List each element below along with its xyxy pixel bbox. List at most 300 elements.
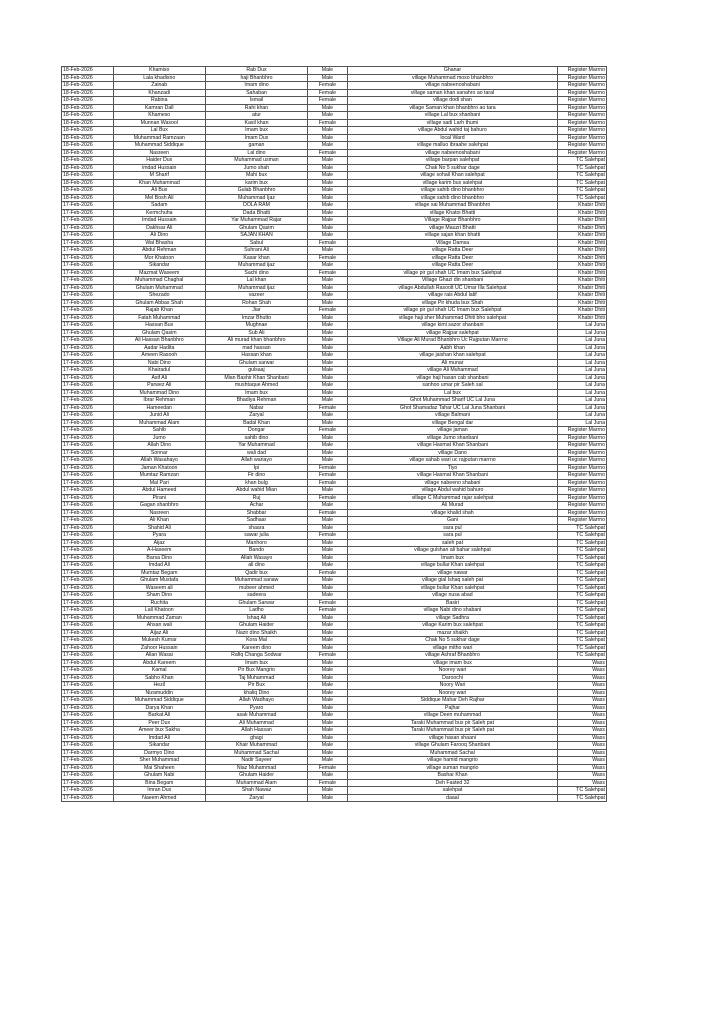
gender-cell: Female bbox=[308, 569, 348, 577]
gender-cell: Male bbox=[308, 292, 348, 300]
gender-cell: Male bbox=[308, 787, 348, 795]
address-cell: village sadi Larh thumi bbox=[347, 119, 558, 127]
center-cell: Lal Juna bbox=[558, 329, 607, 337]
name-cell: Pyara bbox=[113, 532, 205, 540]
address-cell: village karim bux salehpat bbox=[347, 179, 558, 187]
table-row bbox=[62, 727, 607, 735]
father-name-cell: Fir dino bbox=[205, 472, 307, 480]
table-row bbox=[62, 697, 607, 705]
table-row bbox=[62, 464, 607, 472]
center-cell: TC Salehpat bbox=[558, 577, 607, 585]
center-cell: Wass bbox=[558, 659, 607, 667]
date-cell: 18-Feb-2026 bbox=[62, 119, 114, 127]
table-row bbox=[62, 704, 607, 712]
center-cell: Register Marrno bbox=[558, 104, 607, 112]
date-cell: 18-Feb-2026 bbox=[62, 149, 114, 157]
center-cell: TC Salehpat bbox=[558, 599, 607, 607]
address-cell: Ghanar bbox=[347, 67, 558, 75]
name-cell: Mukesh Kumar bbox=[113, 637, 205, 645]
father-name-cell: Ishaq Ali bbox=[205, 614, 307, 622]
name-cell: Mel Bosh Ali bbox=[113, 194, 205, 202]
table-row bbox=[62, 652, 607, 660]
gender-cell: Male bbox=[308, 157, 348, 165]
name-cell: Sahib bbox=[113, 427, 205, 435]
address-cell: Village Ali Murad Bhanbhro Uc Rajputan Marrno bbox=[347, 337, 558, 345]
address-cell: village Nabi dino shabani bbox=[347, 607, 558, 615]
father-name-cell: ali dino bbox=[205, 562, 307, 570]
table-row bbox=[62, 607, 607, 615]
address-cell: Daroochi bbox=[347, 674, 558, 682]
name-cell: Allah Dino bbox=[113, 442, 205, 450]
center-cell: Khabir Dhiti bbox=[558, 292, 607, 300]
center-cell: Khabir Dhiti bbox=[558, 277, 607, 285]
table-row bbox=[62, 442, 607, 450]
gender-cell: Male bbox=[308, 697, 348, 705]
father-name-cell: Allah wariayo bbox=[205, 457, 307, 465]
table-row bbox=[62, 397, 607, 405]
father-name-cell: Rafiq Changa Sodwar bbox=[205, 652, 307, 660]
registration-table bbox=[61, 66, 607, 802]
table-row bbox=[62, 134, 607, 142]
name-cell: Khairadul bbox=[113, 367, 205, 375]
gender-cell: Female bbox=[308, 82, 348, 90]
name-cell: Gagan shanbhro bbox=[113, 502, 205, 510]
table-row bbox=[62, 599, 607, 607]
gender-cell: Male bbox=[308, 547, 348, 555]
father-name-cell: Muhammad Alam bbox=[205, 779, 307, 787]
father-name-cell: Nadir Sayeer bbox=[205, 757, 307, 765]
address-cell: Imam bux bbox=[347, 554, 558, 562]
father-name-cell: Muhammad Ijaz bbox=[205, 194, 307, 202]
address-cell: village gulshan ali bahar salehpat bbox=[347, 547, 558, 555]
date-cell: 17-Feb-2026 bbox=[62, 247, 114, 255]
name-cell: Lall Khatoon bbox=[113, 607, 205, 615]
table-row bbox=[62, 209, 607, 217]
center-cell: TC Salehpat bbox=[558, 554, 607, 562]
name-cell: Nizamuddin bbox=[113, 689, 205, 697]
date-cell: 17-Feb-2026 bbox=[62, 479, 114, 487]
gender-cell: Male bbox=[308, 337, 348, 345]
name-cell: Imran Dux bbox=[113, 787, 205, 795]
gender-cell: Male bbox=[308, 689, 348, 697]
table-row bbox=[62, 337, 607, 345]
table-row bbox=[62, 164, 607, 172]
father-name-cell: Imam Dux bbox=[205, 134, 307, 142]
name-cell: Hameedan bbox=[113, 404, 205, 412]
name-cell: Muhammad Chaghal bbox=[113, 277, 205, 285]
address-cell: village barpan salehpat bbox=[347, 157, 558, 165]
gender-cell: Male bbox=[308, 104, 348, 112]
address-cell: village nusa abad bbox=[347, 592, 558, 600]
father-name-cell: Sub Ali bbox=[205, 329, 307, 337]
table-row bbox=[62, 202, 607, 210]
table-row bbox=[62, 367, 607, 375]
name-cell: Darmyo Dino bbox=[113, 749, 205, 757]
date-cell: 17-Feb-2026 bbox=[62, 239, 114, 247]
address-cell: village pir gul shah UC Imam bux Salehpat bbox=[347, 307, 558, 315]
name-cell: Muhammad Siddique bbox=[113, 697, 205, 705]
address-cell: village Abdul wahid taj bahuro bbox=[347, 127, 558, 135]
table-row bbox=[62, 277, 607, 285]
table-row bbox=[62, 119, 607, 127]
date-cell: 17-Feb-2026 bbox=[62, 599, 114, 607]
date-cell: 17-Feb-2026 bbox=[62, 209, 114, 217]
address-cell: village khalid shah bbox=[347, 509, 558, 517]
table-row bbox=[62, 157, 607, 165]
name-cell: Pirani bbox=[113, 494, 205, 502]
center-cell: Khabir Dhiti bbox=[558, 224, 607, 232]
date-cell: 17-Feb-2026 bbox=[62, 494, 114, 502]
table-row bbox=[62, 232, 607, 240]
date-cell: 17-Feb-2026 bbox=[62, 659, 114, 667]
table-row bbox=[62, 74, 607, 82]
gender-cell: Male bbox=[308, 389, 348, 397]
name-cell: Ameer bux Sakha bbox=[113, 727, 205, 735]
address-cell: Noory Wari bbox=[347, 682, 558, 690]
father-name-cell: Ghulam Haider bbox=[205, 772, 307, 780]
table-row bbox=[62, 374, 607, 382]
name-cell: Nabi Dino bbox=[113, 359, 205, 367]
center-cell: Khabir Dhiti bbox=[558, 299, 607, 307]
address-cell: village imam bux bbox=[347, 659, 558, 667]
center-cell: Khabir Dhiti bbox=[558, 209, 607, 217]
date-cell: 17-Feb-2026 bbox=[62, 382, 114, 390]
father-name-cell: Imam bux bbox=[205, 127, 307, 135]
table-row bbox=[62, 449, 607, 457]
center-cell: TC Salehpat bbox=[558, 532, 607, 540]
father-name-cell: Khair Muhammad bbox=[205, 742, 307, 750]
father-name-cell: Dongar bbox=[205, 427, 307, 435]
center-cell: Wass bbox=[558, 757, 607, 765]
father-name-cell: vazeer bbox=[205, 292, 307, 300]
address-cell: Taraki Muhammad bux pir Saleh pat bbox=[347, 719, 558, 727]
name-cell: Muhammad Zaman bbox=[113, 614, 205, 622]
name-cell: Rabina bbox=[113, 97, 205, 105]
center-cell: Wass bbox=[558, 719, 607, 727]
center-cell: Lal Juna bbox=[558, 367, 607, 375]
gender-cell: Male bbox=[308, 734, 348, 742]
gender-cell: Male bbox=[308, 592, 348, 600]
name-cell: Hezil bbox=[113, 682, 205, 690]
father-name-cell: Mian Bashir Khan Shanbani bbox=[205, 374, 307, 382]
center-cell: Lal Juna bbox=[558, 322, 607, 330]
address-cell: village jaman bbox=[347, 427, 558, 435]
date-cell: 17-Feb-2026 bbox=[62, 697, 114, 705]
table-row bbox=[62, 749, 607, 757]
gender-cell: Male bbox=[308, 502, 348, 510]
center-cell: Register Marrno bbox=[558, 509, 607, 517]
address-cell: village Deen muhammad bbox=[347, 712, 558, 720]
name-cell: Mal Pari bbox=[113, 479, 205, 487]
father-name-cell: Muhammad sanaw bbox=[205, 577, 307, 585]
gender-cell: Male bbox=[308, 67, 348, 75]
gender-cell: Male bbox=[308, 217, 348, 225]
date-cell: 18-Feb-2026 bbox=[62, 67, 114, 75]
date-cell: 17-Feb-2026 bbox=[62, 367, 114, 375]
father-name-cell: Allah Wadhayo bbox=[205, 697, 307, 705]
date-cell: 17-Feb-2026 bbox=[62, 667, 114, 675]
name-cell: Muhammad Ramzaan bbox=[113, 134, 205, 142]
date-cell: 17-Feb-2026 bbox=[62, 202, 114, 210]
father-name-cell: Pir Bux bbox=[205, 682, 307, 690]
father-name-cell: Sahaban bbox=[205, 89, 307, 97]
address-cell: Muhammad Sachal bbox=[347, 749, 558, 757]
date-cell: 18-Feb-2026 bbox=[62, 134, 114, 142]
gender-cell: Male bbox=[308, 554, 348, 562]
table-row bbox=[62, 247, 607, 255]
date-cell: 17-Feb-2026 bbox=[62, 457, 114, 465]
table-row bbox=[62, 592, 607, 600]
center-cell: Register Marrno bbox=[558, 427, 607, 435]
date-cell: 17-Feb-2026 bbox=[62, 337, 114, 345]
address-cell: Pajhar bbox=[347, 704, 558, 712]
father-name-cell: Ghulam Qasim bbox=[205, 224, 307, 232]
center-cell: Wass bbox=[558, 734, 607, 742]
address-cell: Chak No 5 sukhar dage bbox=[347, 164, 558, 172]
gender-cell: Male bbox=[308, 727, 348, 735]
date-cell: 17-Feb-2026 bbox=[62, 644, 114, 652]
gender-cell: Male bbox=[308, 262, 348, 270]
address-cell: village nabeenoshabani bbox=[347, 149, 558, 157]
center-cell: Lal Juna bbox=[558, 404, 607, 412]
name-cell: Kamran Dall bbox=[113, 104, 205, 112]
gender-cell: Female bbox=[308, 89, 348, 97]
center-cell: Lal Juna bbox=[558, 337, 607, 345]
father-name-cell: haji Bhanbhro bbox=[205, 74, 307, 82]
center-cell: Register Marrno bbox=[558, 457, 607, 465]
name-cell: Nasreen bbox=[113, 149, 205, 157]
address-cell: Village Damsa bbox=[347, 239, 558, 247]
father-name-cell: Pyaro bbox=[205, 704, 307, 712]
table-row bbox=[62, 794, 607, 802]
table-row bbox=[62, 194, 607, 202]
date-cell: 17-Feb-2026 bbox=[62, 674, 114, 682]
table-row bbox=[62, 314, 607, 322]
gender-cell: Male bbox=[308, 562, 348, 570]
name-cell: Ghulam Nabi bbox=[113, 772, 205, 780]
name-cell: Kamal bbox=[113, 667, 205, 675]
center-cell: TC Salehpat bbox=[558, 157, 607, 165]
table-row bbox=[62, 127, 607, 135]
table-row bbox=[62, 757, 607, 765]
table-row bbox=[62, 427, 607, 435]
address-cell: village Abdul wahid bahuro bbox=[347, 487, 558, 495]
gender-cell: Male bbox=[308, 757, 348, 765]
name-cell: Mai Shaheen bbox=[113, 764, 205, 772]
gender-cell: Female bbox=[308, 509, 348, 517]
table-row bbox=[62, 712, 607, 720]
name-cell: Muhammad Alam bbox=[113, 419, 205, 427]
center-cell: Register Marrno bbox=[558, 127, 607, 135]
address-cell: daaal bbox=[347, 794, 558, 802]
center-cell: Register Marrno bbox=[558, 134, 607, 142]
address-cell: village Dano bbox=[347, 449, 558, 457]
father-name-cell: gaman bbox=[205, 142, 307, 150]
center-cell: Lal Juna bbox=[558, 419, 607, 427]
center-cell: Lal Juna bbox=[558, 344, 607, 352]
table-row bbox=[62, 554, 607, 562]
date-cell: 17-Feb-2026 bbox=[62, 554, 114, 562]
date-cell: 17-Feb-2026 bbox=[62, 569, 114, 577]
gender-cell: Male bbox=[308, 539, 348, 547]
address-cell: Village Ghazi din shanbani bbox=[347, 277, 558, 285]
center-cell: TC Salehpat bbox=[558, 539, 607, 547]
name-cell: Abdul Hameed bbox=[113, 487, 205, 495]
table-row bbox=[62, 479, 607, 487]
father-name-cell: wali dad bbox=[205, 449, 307, 457]
gender-cell: Male bbox=[308, 577, 348, 585]
gender-cell: Male bbox=[308, 644, 348, 652]
gender-cell: Male bbox=[308, 284, 348, 292]
center-cell: Register Marrno bbox=[558, 142, 607, 150]
address-cell: village jaishan khan salehpat bbox=[347, 352, 558, 360]
father-name-cell: Ruj bbox=[205, 494, 307, 502]
name-cell: Waseem ali bbox=[113, 584, 205, 592]
gender-cell: Male bbox=[308, 142, 348, 150]
center-cell: Register Marrno bbox=[558, 494, 607, 502]
gender-cell: Male bbox=[308, 344, 348, 352]
name-cell: Shezado bbox=[113, 292, 205, 300]
gender-cell: Female bbox=[308, 472, 348, 480]
table-row bbox=[62, 142, 607, 150]
name-cell: Khameso bbox=[113, 112, 205, 120]
date-cell: 17-Feb-2026 bbox=[62, 764, 114, 772]
name-cell: Ghulam Qasim bbox=[113, 329, 205, 337]
name-cell: Aadar Hadita bbox=[113, 344, 205, 352]
name-cell: Ali Bux bbox=[113, 187, 205, 195]
father-name-cell: Kora Mal bbox=[205, 637, 307, 645]
address-cell: village sajan khan bhatti bbox=[347, 232, 558, 240]
date-cell: 17-Feb-2026 bbox=[62, 517, 114, 525]
gender-cell: Female bbox=[308, 97, 348, 105]
table-row bbox=[62, 299, 607, 307]
date-cell: 17-Feb-2026 bbox=[62, 442, 114, 450]
date-cell: 17-Feb-2026 bbox=[62, 322, 114, 330]
center-cell: TC Salehpat bbox=[558, 179, 607, 187]
date-cell: 17-Feb-2026 bbox=[62, 757, 114, 765]
name-cell: Naeem Ahmed bbox=[113, 794, 205, 802]
date-cell: 17-Feb-2026 bbox=[62, 704, 114, 712]
table-row bbox=[62, 562, 607, 570]
father-name-cell: Allah Wasayo bbox=[205, 554, 307, 562]
center-cell: Wass bbox=[558, 772, 607, 780]
name-cell: Ali Khan bbox=[113, 517, 205, 525]
gender-cell: Male bbox=[308, 359, 348, 367]
date-cell: 17-Feb-2026 bbox=[62, 712, 114, 720]
gender-cell: Male bbox=[308, 419, 348, 427]
name-cell: Khan Muhammad bbox=[113, 179, 205, 187]
center-cell: Register Marrno bbox=[558, 97, 607, 105]
father-name-cell: karim bux bbox=[205, 179, 307, 187]
father-name-cell: Manhoro bbox=[205, 539, 307, 547]
center-cell: TC Salehpat bbox=[558, 787, 607, 795]
father-name-cell: Zaryal bbox=[205, 794, 307, 802]
gender-cell: Female bbox=[308, 464, 348, 472]
center-cell: Register Marrno bbox=[558, 472, 607, 480]
address-cell: village haji sher Muhammad Dhiti bho salehpat bbox=[347, 314, 558, 322]
gender-cell: Female bbox=[308, 494, 348, 502]
date-cell: 17-Feb-2026 bbox=[62, 689, 114, 697]
center-cell: Wass bbox=[558, 764, 607, 772]
date-cell: 17-Feb-2026 bbox=[62, 307, 114, 315]
table-row bbox=[62, 67, 607, 75]
table-row bbox=[62, 622, 607, 630]
center-cell: Khabir Dhiti bbox=[558, 284, 607, 292]
gender-cell: Male bbox=[308, 629, 348, 637]
father-name-cell: Jiar bbox=[205, 307, 307, 315]
table-row bbox=[62, 269, 607, 277]
date-cell: 17-Feb-2026 bbox=[62, 344, 114, 352]
father-name-cell: sahib dino bbox=[205, 434, 307, 442]
address-cell: village bullar Khan salehpat bbox=[347, 584, 558, 592]
name-cell: A-Haseem bbox=[113, 547, 205, 555]
father-name-cell: Sadhaar bbox=[205, 517, 307, 525]
center-cell: Wass bbox=[558, 749, 607, 757]
address-cell: village sahib dino bhanbhro bbox=[347, 194, 558, 202]
date-cell: 17-Feb-2026 bbox=[62, 449, 114, 457]
center-cell: Khabir Dhiti bbox=[558, 217, 607, 225]
address-cell: sara pul bbox=[347, 532, 558, 540]
date-cell: 17-Feb-2026 bbox=[62, 524, 114, 532]
father-name-cell: Sachi dino bbox=[205, 269, 307, 277]
name-cell: Hassan Bux bbox=[113, 322, 205, 330]
name-cell: Parwez Ali bbox=[113, 382, 205, 390]
table-row bbox=[62, 637, 607, 645]
father-name-cell: Shabbar bbox=[205, 509, 307, 517]
name-cell: imdad Hussain bbox=[113, 164, 205, 172]
father-name-cell: Muhammad Sachal bbox=[205, 749, 307, 757]
father-name-cell: Muhammad ijaz bbox=[205, 262, 307, 270]
center-cell: TC Salehpat bbox=[558, 592, 607, 600]
table-row bbox=[62, 772, 607, 780]
name-cell: Allan Wasai bbox=[113, 652, 205, 660]
address-cell: Noorey wari bbox=[347, 689, 558, 697]
name-cell: Mor Khatoon bbox=[113, 254, 205, 262]
center-cell: TC Salehpat bbox=[558, 569, 607, 577]
name-cell: Khamiso bbox=[113, 67, 205, 75]
gender-cell: Male bbox=[308, 397, 348, 405]
name-cell: Bina Begam bbox=[113, 779, 205, 787]
father-name-cell: khaliq Dino bbox=[205, 689, 307, 697]
table-row bbox=[62, 569, 607, 577]
table-row bbox=[62, 734, 607, 742]
table-row bbox=[62, 292, 607, 300]
gender-cell: Male bbox=[308, 659, 348, 667]
address-cell: Tiyo bbox=[347, 464, 558, 472]
date-cell: 18-Feb-2026 bbox=[62, 194, 114, 202]
father-name-cell: Bhadiya Rehman bbox=[205, 397, 307, 405]
gender-cell: Male bbox=[308, 224, 348, 232]
table-row bbox=[62, 112, 607, 120]
address-cell: village Balmani bbox=[347, 412, 558, 420]
address-cell: Bashar Khan bbox=[347, 772, 558, 780]
name-cell: Shahid Ali bbox=[113, 524, 205, 532]
date-cell: 17-Feb-2026 bbox=[62, 299, 114, 307]
address-cell: village kimi sazor shanbani bbox=[347, 322, 558, 330]
father-name-cell: Imzar Bhutto bbox=[205, 314, 307, 322]
name-cell: Jumo bbox=[113, 434, 205, 442]
father-name-cell: Nazir dino Shaikh bbox=[205, 629, 307, 637]
name-cell: Ghulam Mustafa bbox=[113, 577, 205, 585]
father-name-cell: Achar bbox=[205, 502, 307, 510]
father-name-cell: gulsaaj bbox=[205, 367, 307, 375]
table-row bbox=[62, 764, 607, 772]
address-cell: village Ali Muhammad bbox=[347, 367, 558, 375]
date-cell: 17-Feb-2026 bbox=[62, 464, 114, 472]
gender-cell: Male bbox=[308, 164, 348, 172]
address-cell: village Bengal dar bbox=[347, 419, 558, 427]
center-cell: Register Marrno bbox=[558, 82, 607, 90]
